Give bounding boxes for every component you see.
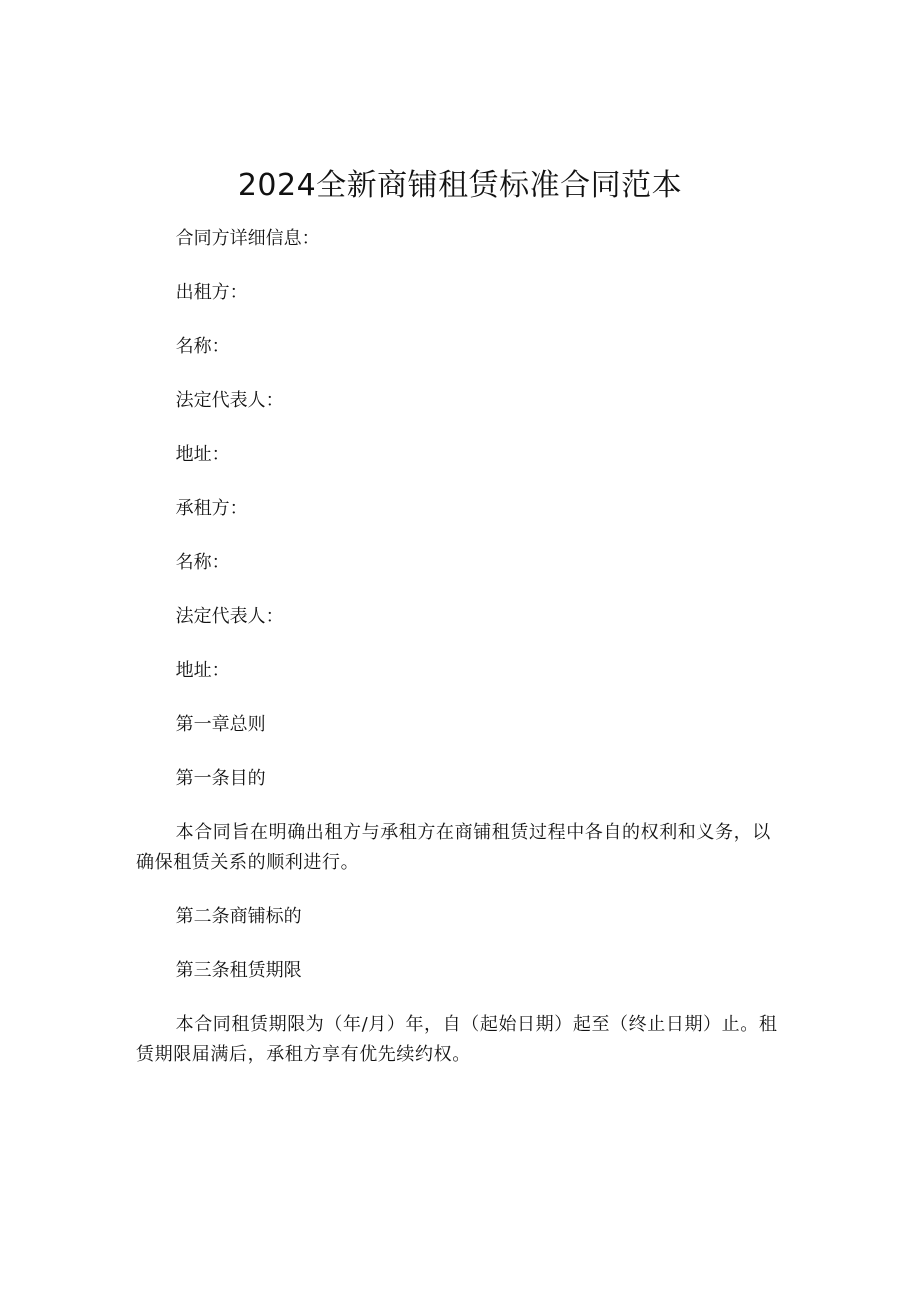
paragraph-lessee: 承租方： <box>175 498 248 519</box>
document-body <box>136 224 786 1070</box>
paragraph-lessor-name: 名称： <box>175 336 230 357</box>
paragraph-lessee-name: 名称： <box>175 552 230 573</box>
article-heading-purpose: 第一条目的 <box>175 768 266 789</box>
paragraph-term-text: 本合同租赁期限为（年/月）年，自（起始日期）起至（终止日期）止。租赁期限届满后，承租方享有优先续约权。 <box>136 1014 778 1065</box>
chapter-heading: 第一章总则 <box>175 714 266 735</box>
article-heading-subject: 第二条商铺标的 <box>175 906 302 927</box>
paragraph-purpose-text: 本合同旨在明确出租方与承租方在商铺租赁过程中各自的权利和义务，以确保租赁关系的顺利进行。 <box>136 822 771 873</box>
paragraph-lessor-representative: 法定代表人： <box>175 390 284 411</box>
paragraph-lessee-representative: 法定代表人： <box>175 606 284 627</box>
article-heading-term: 第三条租赁期限 <box>175 960 302 981</box>
paragraph-lessee-address: 地址： <box>175 660 230 681</box>
paragraph-party-details: 合同方详细信息： <box>175 228 320 249</box>
paragraph-lessor: 出租方： <box>175 282 248 303</box>
document-title: 2024全新商铺租赁标准合同范本 <box>237 168 683 203</box>
paragraph-lessor-address: 地址： <box>175 444 230 465</box>
